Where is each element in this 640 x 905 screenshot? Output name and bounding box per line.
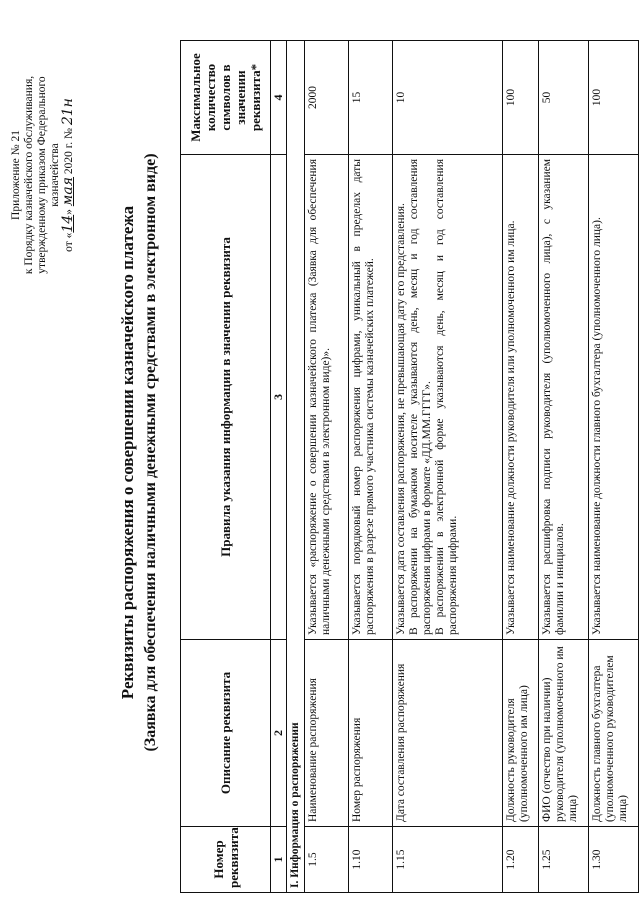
requisite-rule — [349, 155, 393, 640]
header-max-chars: Максимальное количество символов в значении реквизита* — [181, 41, 271, 155]
table-row — [305, 41, 349, 893]
requisite-rule — [305, 155, 349, 640]
rule-paragraph: Указывается дата составления распоряжения, не превышающая дату его представления. — [395, 203, 407, 635]
date-prefix: от « — [63, 232, 75, 252]
appendix-line: Приложение № 21 — [10, 130, 22, 220]
handwritten-number: 21н — [60, 98, 76, 126]
column-number: 4 — [271, 41, 287, 155]
requisite-number: 1.5 — [305, 827, 349, 893]
column-number: 2 — [271, 640, 287, 827]
requisite-number: 1.10 — [349, 827, 393, 893]
requisite-rule — [589, 155, 639, 640]
requisite-number: 1.25 — [539, 827, 589, 893]
requisite-max-chars: 50 — [539, 41, 589, 155]
requisite-description: Номер распоряжения — [349, 640, 393, 827]
table-header-row — [181, 41, 271, 893]
document-title: Реквизиты распоряжения о совершении казначейского платежа — [118, 205, 137, 700]
table-row — [539, 41, 589, 893]
appendix-line: утвержденному приказом Федерального — [36, 76, 48, 274]
requisite-max-chars: 100 — [589, 41, 639, 155]
column-number-row — [271, 41, 287, 893]
requisite-rule — [503, 155, 539, 640]
requisite-max-chars: 2000 — [305, 41, 349, 155]
rule-paragraph: В распоряжении в электронной форме указываются день, месяц и год составления распоряжения цифрами. — [434, 159, 459, 635]
table-row — [589, 41, 639, 893]
handwritten-day: 14 — [60, 214, 76, 233]
requisite-number: 1.30 — [589, 827, 639, 893]
table-row — [393, 41, 503, 893]
requisites-table — [180, 40, 639, 893]
rule-paragraph: Указывается наименование должности главного бухгалтера (уполномоченного лица). — [591, 217, 603, 635]
header-description: Описание реквизита — [181, 640, 271, 827]
requisite-max-chars: 100 — [503, 41, 539, 155]
requisite-description: Дата составления распоряжения — [393, 640, 503, 827]
requisite-rule — [393, 155, 503, 640]
appendix-line: к Порядку казначейского обслуживания, — [23, 75, 35, 275]
header-rules: Правила указания информации в значении реквизита — [181, 155, 271, 640]
requisite-max-chars: 15 — [349, 41, 393, 155]
document-subtitle: (Заявка для обеспечения наличными денежными средствами в электронном виде) — [142, 153, 159, 752]
requisite-description: Должность руководителя (уполномоченного им лица) — [503, 640, 539, 827]
number-prefix: № — [63, 128, 75, 140]
header-number: Номер реквизита — [181, 827, 271, 893]
requisite-rule — [539, 155, 589, 640]
handwritten-month: мая — [60, 176, 76, 207]
rule-paragraph: Указывается порядковый номер распоряжения цифрами, уникальный в пределах даты распоряжения в разрезе прямого участника системы казначейских платежей. — [351, 159, 376, 635]
rule-paragraph: Указывается наименование должности руководителя или уполномоченного им лица. — [505, 220, 517, 635]
requisite-number: 1.15 — [393, 827, 503, 893]
appendix-date — [62, 45, 76, 305]
date-mid: » — [63, 209, 75, 215]
section-row — [287, 41, 305, 893]
table-row — [503, 41, 539, 893]
date-year: 2020 г. — [63, 141, 75, 175]
requisite-description: Должность главного бухгалтера (уполномоченного руководителем лица) — [589, 640, 639, 827]
rule-paragraph: Указывается «распоряжение о совершении казначейского платежа (Заявка для обеспечения наличными денежными средствами в электронном виде)». — [307, 159, 332, 635]
table-row — [349, 41, 393, 893]
requisite-number: 1.20 — [503, 827, 539, 893]
requisite-max-chars: 10 — [393, 41, 503, 155]
appendix-line: казначейства — [49, 143, 61, 207]
column-number: 1 — [271, 827, 287, 893]
requisite-description: ФИО (отчество при наличии) руководителя (уполномоченного им лица) — [539, 640, 589, 827]
rule-paragraph: В распоряжении на бумажном носителе указываются день, месяц и год составления распоряжения цифрами в формате «ДД.ММ.ГГГГ». — [408, 159, 433, 635]
column-number: 3 — [271, 155, 287, 640]
requisite-description: Наименование распоряжения — [305, 640, 349, 827]
section-title: I. Информация о распоряжении — [287, 41, 305, 893]
appendix-block — [10, 45, 76, 305]
rule-paragraph: Указывается расшифровка подписи руководителя (уполномоченного лица), с указанием фамилии и инициалов. — [541, 159, 566, 635]
